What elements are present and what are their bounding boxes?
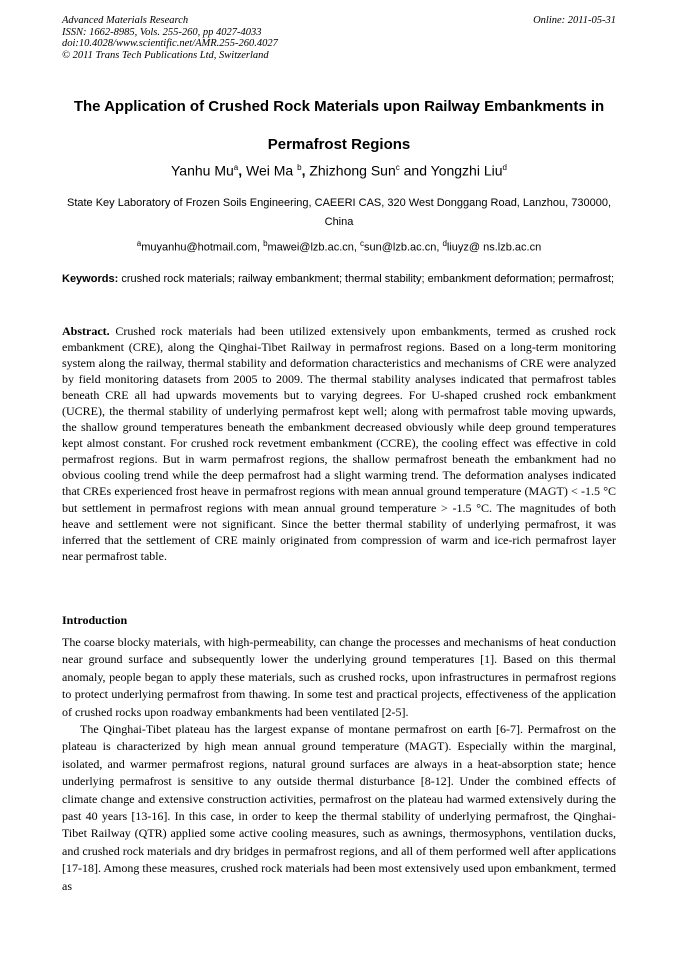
author-sup: c bbox=[395, 163, 400, 172]
keywords-text: crushed rock materials; railway embankment; thermal stability; embankment deformation; permafrost; bbox=[121, 273, 615, 285]
author-separator: , bbox=[301, 162, 310, 179]
author-sup: d bbox=[502, 163, 507, 172]
email-link[interactable]: sun@lzb.ac.cn bbox=[364, 241, 437, 254]
email-link[interactable]: liuyz@ ns.lzb.ac.cn bbox=[446, 241, 542, 254]
email-sup: c bbox=[360, 239, 365, 248]
paper-title: The Application of Crushed Rock Materials upon Railway Embankments in Permafrost Regions bbox=[73, 98, 605, 153]
author-and: and bbox=[399, 162, 431, 179]
introduction-body bbox=[62, 634, 616, 895]
intro-paragraph-2: The Qinghai-Tibet plateau has the largest expanse of montane permafrost on earth [6-7]. Permafrost on the plateau is characterized by high mean annual ground temperature (MAGT). Especially within the marginal, isolated, and warmer permafrost regions, natural ground surfaces are always in a heat-absorption state; hence underlying permafrost is sensitive to any outside thermal disturbance [8-12]. Under the combined effects of climate change and extensive construction activities, permafrost on the plateau had warmed extensively during the past 40 years [13-16]. In this case, in order to keep the thermal stability of underlying permafrost, the Qinghai-Tibet Railway (QTR) applied some active cooling measures, such as awnings, thermosyphons, ventilation ducks, and crushed rock materials and dry bridges in permafrost regions, and all of them performed well after applications [17-18]. Among these measures, crushed rock materials had been most extensively used upon embankment, termed as bbox=[62, 722, 616, 893]
author-name: Yongzhi Liu bbox=[430, 162, 503, 179]
journal-header bbox=[62, 15, 616, 61]
abstract-text: Crushed rock materials had been utilized extensively upon embankments, termed as crushed rock embankment (CRE), along the Qinghai-Tibet Railway in permafrost regions. Based on a long-term monitoring system along the railway, thermal stability and deformation characteristics and mechanisms of CRE were analyzed by field monitoring datasets from 2005 to 2009. The thermal stability analyses indicated that permafrost tables beneath CRE all had upwards movements but to varying degrees. For U-shaped crushed rock embankment (UCRE), the thermal stability of underlying permafrost kept well; along with permafrost table moving upwards, the shallow ground temperatures beneath the embankment decreased obviously while deep ground temperatures kept almost constant. For crushed rock revetment embankment (CCRE), the cooling effect was effective in cold permafrost regions. But in warm permafrost regions, the shallow permafrost beneath the embankment had no obvious cooling trend while the deep permafrost had a slight warming trend. The deformation analyses indicated that CREs experienced frost heave in permafrost regions with mean annual ground temperature (MAGT) < -1.5 °C but settlement in permafrost regions with mean annual ground temperature > -1.5 °C. The magnitudes of both heave and settlement were not significant. Since the better thermal stability of underlying permafrost, it was inferred that the settlement of CRE mainly originated from compression of warm and ice-rich permafrost layer near permafrost table. bbox=[62, 324, 616, 563]
email-sup: d bbox=[442, 239, 447, 248]
author-list bbox=[62, 156, 616, 183]
doi-line[interactable]: doi:10.4028/www.scientific.net/AMR.255-260.4027 bbox=[62, 38, 278, 49]
email-list: $^a$muyanhu@hotmail.com, $^b$mawei@lzb.ac.cn, $^c$sun@lzb.ac.cn, $^d$liuyz@ ns.lzb.ac.cn bbox=[136, 239, 542, 254]
email-sup: a bbox=[136, 239, 142, 248]
online-date: Online: 2011-05-31 bbox=[533, 15, 616, 26]
affiliation: State Key Laboratory of Frozen Soils Engineering, CAEERI CAS, 320 West Donggang Road, Lanzhou, 730000, China bbox=[66, 197, 612, 228]
email-sup: b bbox=[263, 239, 268, 248]
author-separator: , bbox=[238, 162, 247, 179]
abstract bbox=[62, 323, 616, 564]
issn-line: ISSN: 1662-8985, Vols. 255-260, pp 4027-4033 bbox=[62, 26, 262, 38]
email-link[interactable]: mawei@lzb.ac.cn bbox=[267, 241, 354, 254]
author-sup: a bbox=[233, 163, 239, 172]
author-name: Wei Ma bbox=[246, 162, 294, 179]
journal-name: Advanced Materials Research bbox=[62, 15, 189, 26]
section-heading-introduction: Introduction bbox=[62, 613, 128, 627]
author-name: Yanhu Mu bbox=[171, 162, 234, 179]
copyright-line: © 2011 Trans Tech Publications Ltd, Switzerland bbox=[62, 49, 269, 61]
keywords bbox=[62, 271, 616, 287]
author-name: Zhizhong Sun bbox=[309, 162, 396, 179]
keywords-label: Keywords: bbox=[62, 273, 119, 285]
intro-paragraph-1: The coarse blocky materials, with high-permeability, can change the processes and mechanisms of heat conduction near ground surface and subsequently lower the underlying ground temperatures [1]. Based on this thermal anomaly, people began to apply these materials, such as crushed rocks, upon infrastructures in permafrost regions to protect underlying permafrost from thawing. In some test and practical projects, effectiveness of the application of crushed rocks upon roadway embankments had been ventilated [2-5]. bbox=[62, 635, 616, 719]
email-link[interactable]: muyanhu@hotmail.com bbox=[141, 241, 257, 254]
abstract-label: Abstract. bbox=[62, 324, 110, 338]
author-sup: b bbox=[297, 163, 302, 172]
